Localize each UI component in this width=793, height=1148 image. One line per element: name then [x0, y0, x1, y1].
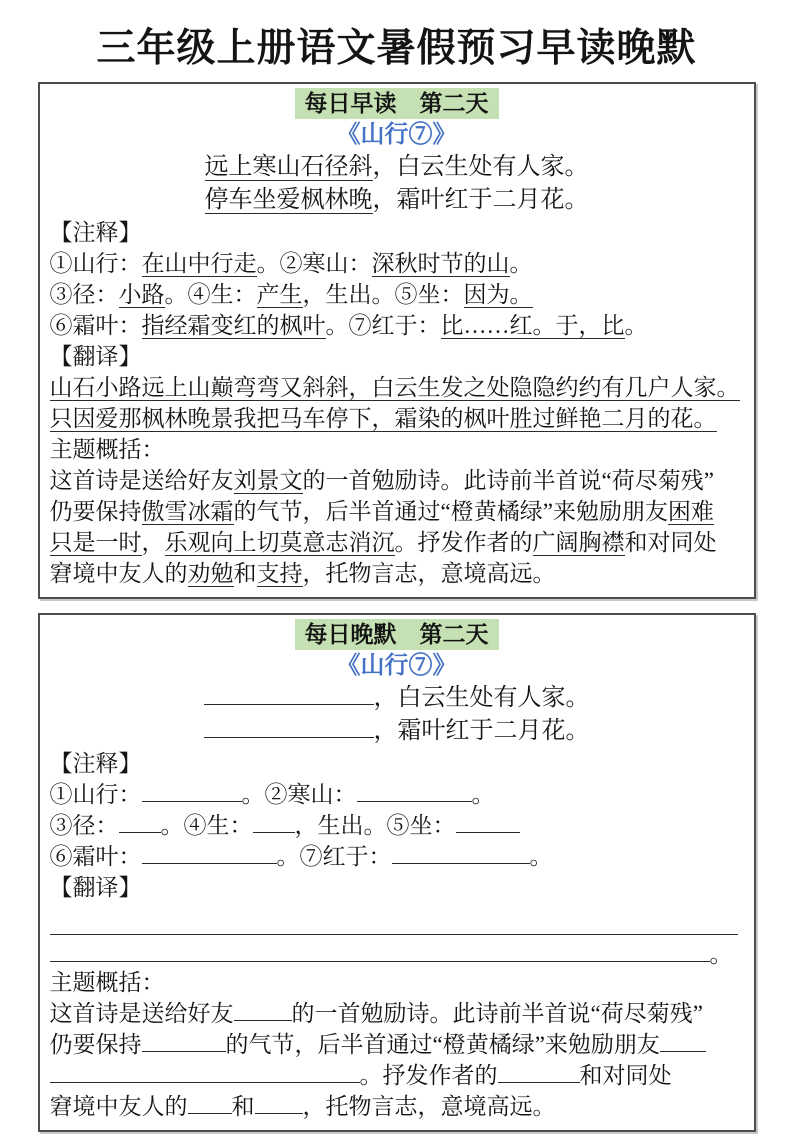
- text-line: [50, 151, 744, 184]
- plain-text: ，托物言志，意境高远。: [302, 561, 556, 586]
- underlined-text: 支持: [256, 561, 303, 586]
- underlined-text: 远上寒山石径斜: [204, 154, 373, 180]
- text-line: [50, 184, 744, 217]
- blank-field: [204, 682, 374, 705]
- blank-field: [142, 780, 242, 802]
- text-line: [50, 841, 744, 872]
- blank-field: [119, 811, 161, 833]
- underlined-text: 广阔胸襟: [532, 530, 625, 555]
- evening-theme-label: 主题概括：: [49, 969, 165, 995]
- evening-translation-label: 【翻译】: [49, 875, 142, 900]
- plain-text: 。⑦红于：: [325, 313, 441, 338]
- evening-header-row: [50, 619, 744, 650]
- blank-field: [357, 780, 472, 802]
- blank-field: [142, 1030, 226, 1052]
- evening-notes-label: 【注释】: [49, 751, 142, 776]
- underlined-text: 在山中行走: [141, 251, 257, 276]
- plain-text: 这首诗是送给好友: [49, 1000, 234, 1026]
- evening-poem-title: 《山行⑦》: [336, 653, 457, 679]
- underlined-text: 只是一时: [49, 530, 142, 555]
- evening-header-highlight: 每日晚默 第二天: [295, 619, 499, 650]
- blank-field: [142, 842, 277, 864]
- plain-text: ①山行：: [49, 782, 142, 807]
- underlined-text: 傲雪冰霜: [141, 499, 234, 524]
- text-line: [50, 279, 744, 310]
- underlined-text: 山石小路远上山巅弯弯又斜斜，白云生发之处隐隐约约有几户人家。: [49, 375, 740, 400]
- text-line: [50, 940, 744, 967]
- text-line: [50, 810, 744, 841]
- underlined-text: 刘景文: [233, 468, 303, 493]
- blank-field: [188, 1092, 232, 1114]
- evening-notes-lines: [50, 779, 744, 872]
- plain-text: 。: [509, 251, 533, 276]
- plain-text: 。②寒山：: [256, 251, 372, 276]
- plain-text: ，生出。⑤坐：: [302, 282, 464, 307]
- underlined-text: 产生: [256, 282, 303, 307]
- text-line: [50, 998, 744, 1029]
- evening-poem-lines: [50, 682, 744, 748]
- evening-translation-blanks: [50, 913, 744, 967]
- underlined-text: 困难: [667, 499, 714, 524]
- plain-text: 。: [529, 844, 553, 869]
- morning-poem-title-row: [50, 119, 744, 151]
- morning-header-highlight: 每日早读 第二天: [295, 88, 499, 119]
- plain-text: 。④生：: [164, 282, 257, 307]
- plain-text: 仍要保持: [49, 499, 142, 524]
- evening-dictation-box: [38, 613, 756, 1132]
- text-line: [50, 1091, 744, 1122]
- plain-text: 的一首勉励诗。此诗前半首说“荷尽菊残”: [291, 1000, 703, 1026]
- blank-field: [456, 811, 520, 833]
- blank-field: [234, 999, 292, 1021]
- underlined-text: 比……红。于，比: [440, 313, 625, 338]
- text-line: [50, 403, 744, 434]
- text-line: [50, 372, 744, 403]
- plain-text: 仍要保持: [49, 1031, 142, 1057]
- underlined-text: 劝勉: [187, 561, 234, 586]
- plain-text: ⑥霜叶：: [49, 844, 142, 869]
- plain-text: 。抒发作者的: [394, 530, 533, 555]
- morning-poem-title: 《山行⑦》: [336, 122, 457, 148]
- blank-field: [50, 913, 738, 935]
- morning-translation-lines: [50, 372, 744, 434]
- plain-text: ，生出。⑤坐：: [294, 813, 456, 838]
- blank-field: [392, 842, 530, 864]
- plain-text: ，白云生处有人家。: [373, 685, 590, 711]
- blank-field: [498, 1061, 580, 1083]
- evening-theme-lines: [50, 998, 744, 1122]
- text-line: [50, 496, 744, 527]
- text-line: [50, 1060, 744, 1091]
- plain-text: 窘境中友人的: [49, 561, 188, 586]
- underlined-text: 乐观向上切莫意志消沉: [164, 530, 395, 555]
- plain-text: ，托物言志，意境高远。: [302, 1093, 556, 1119]
- page-title: 三年级上册语文暑假预习早读晚默: [96, 27, 697, 70]
- underlined-text: 只因爱那枫林晚景我把马车停下，霜染的枫叶胜过鲜艳二月的花。: [49, 406, 717, 431]
- plain-text: ①山行：: [49, 251, 142, 276]
- morning-header-row: [50, 88, 744, 119]
- plain-text: 和: [233, 561, 257, 586]
- underlined-text: 因为。: [463, 282, 533, 307]
- plain-text: ，霜叶红于二月花。: [372, 187, 589, 213]
- plain-text: 。: [709, 941, 733, 967]
- plain-text: 和: [231, 1093, 255, 1119]
- text-line: [50, 779, 744, 810]
- plain-text: 的一首勉励诗。此诗前半首说“荷尽菊残”: [302, 468, 714, 493]
- plain-text: ，白云生处有人家。: [372, 154, 589, 180]
- morning-notes-lines: [50, 248, 744, 341]
- plain-text: 这首诗是送给好友: [49, 468, 234, 493]
- plain-text: 。抒发作者的: [359, 1062, 498, 1088]
- text-line: [50, 248, 744, 279]
- blank-field: [50, 1061, 360, 1083]
- underlined-text: 停车坐爱枫林晚: [204, 187, 373, 213]
- underlined-text: 指经霜变红的枫叶: [141, 313, 326, 338]
- plain-text: 和对同处: [624, 530, 717, 555]
- blank-field: [660, 1030, 706, 1052]
- blank-field: [253, 811, 295, 833]
- plain-text: 的气节，后半首通过“橙黄橘绿”来勉励朋友: [225, 1031, 660, 1057]
- underlined-text: 深秋时节的山: [371, 251, 510, 276]
- underlined-text: 小路: [118, 282, 165, 307]
- morning-reading-box: [38, 82, 756, 599]
- plain-text: 和对同处: [579, 1062, 672, 1088]
- text-line: [50, 715, 744, 748]
- plain-text: 的气节，后半首通过“橙黄橘绿”来勉励朋友: [233, 499, 668, 524]
- plain-text: 。⑦红于：: [276, 844, 392, 869]
- blank-field: [255, 1092, 303, 1114]
- text-line: [50, 558, 744, 589]
- text-line: [50, 682, 744, 715]
- plain-text: 。④生：: [160, 813, 253, 838]
- blank-field: [50, 940, 710, 962]
- text-line: [50, 465, 744, 496]
- morning-notes-label: 【注释】: [49, 220, 142, 245]
- plain-text: 。②寒山：: [241, 782, 357, 807]
- text-line: [50, 310, 744, 341]
- morning-theme-label: 主题概括：: [49, 437, 165, 462]
- plain-text: ，: [141, 530, 165, 555]
- plain-text: ，霜叶红于二月花。: [373, 718, 590, 744]
- plain-text: 。: [624, 313, 648, 338]
- morning-poem-lines: [50, 151, 744, 217]
- text-line: [50, 913, 744, 940]
- text-line: [50, 527, 744, 558]
- evening-poem-title-row: [50, 650, 744, 682]
- plain-text: ⑥霜叶：: [49, 313, 142, 338]
- plain-text: ③径：: [49, 813, 119, 838]
- plain-text: ③径：: [49, 282, 119, 307]
- blank-field: [204, 715, 374, 738]
- text-line: [50, 1029, 744, 1060]
- morning-translation-label: 【翻译】: [49, 344, 142, 369]
- plain-text: 。: [471, 782, 495, 807]
- plain-text: 窘境中友人的: [49, 1093, 188, 1119]
- morning-theme-lines: [50, 465, 744, 589]
